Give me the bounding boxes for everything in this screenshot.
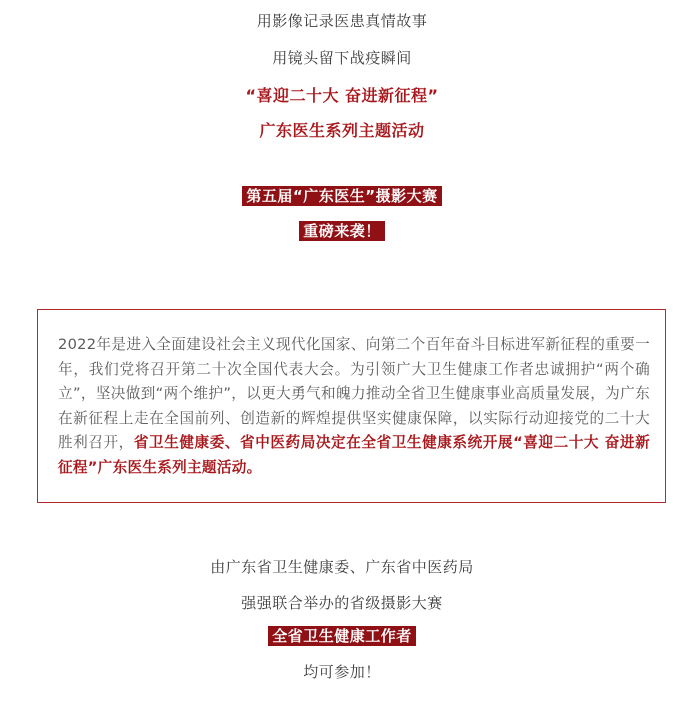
- arrival-badge-row: [0, 221, 684, 241]
- participation-line: 均可参加！: [303, 663, 381, 681]
- eligibility-badge-row: [0, 626, 684, 646]
- contest-badge-row: [0, 186, 684, 206]
- paragraph-normal-text: 2022年是进入全面建设社会主义现代化国家、向第二个百年奋斗目标进军新征程的重要一年，我们党将召开第二十次全国代表大会。为引领广大卫生健康工作者忠诚拥护“两个确立”，坚决做到“两个维护”，以更大勇气和魄力推动全省卫生健康事业高质量发展，为广东在新征程上走在全国前列、创造新的辉煌提供坚实健康保障，以实际行动迎接党的二十大胜利召开，: [58, 336, 650, 451]
- contest-level-line: 强强联合举办的省级摄影大赛: [241, 594, 443, 612]
- theme-slogan: “喜迎二十大 奋进新征程”: [245, 86, 439, 105]
- activity-title: 广东医生系列主题活动: [259, 121, 425, 140]
- organizer-line: 由广东省卫生健康委、广东省中医药局: [210, 558, 474, 576]
- intro-line-2: 用镜头留下战疫瞬间: [272, 49, 412, 67]
- intro-paragraph: [58, 333, 650, 480]
- arrival-badge: 重磅来袭！: [299, 221, 385, 241]
- contest-title-badge: 第五届“广东医生”摄影大赛: [242, 186, 441, 206]
- eligibility-badge: 全省卫生健康工作者: [268, 626, 416, 646]
- paragraph-highlight-text: 省卫生健康委、省中医药局决定在全省卫生健康系统开展“喜迎二十大 奋进新征程”广东医生系列主题活动。: [58, 434, 650, 476]
- intro-line-1: 用影像记录医患真情故事: [256, 12, 428, 30]
